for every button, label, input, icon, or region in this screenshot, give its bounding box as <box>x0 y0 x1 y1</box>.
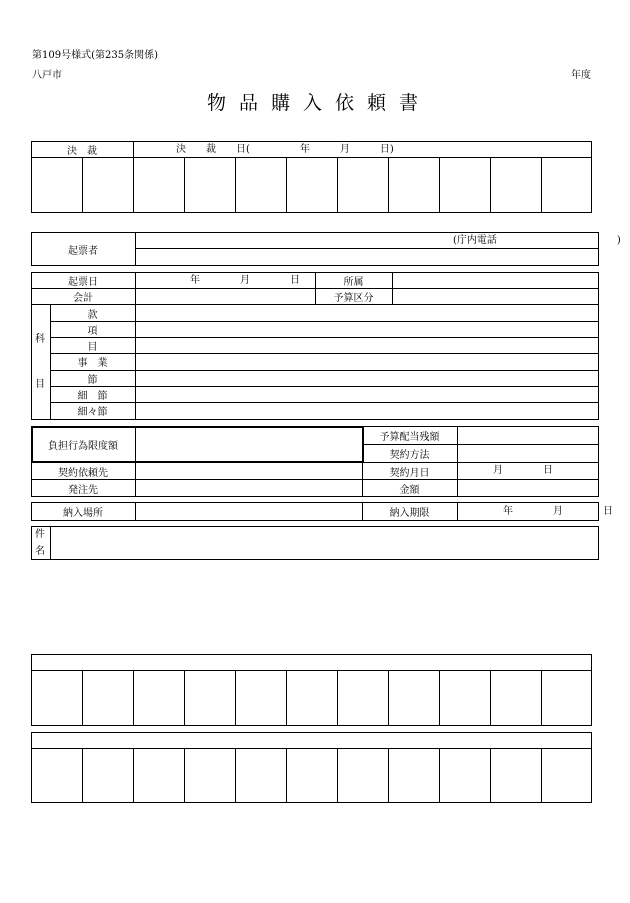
contract-request-label: 契約依頼先 <box>58 467 108 479</box>
amount-label: 金額 <box>399 484 420 496</box>
lower-grid-2 <box>31 732 592 803</box>
limit-amount-label: 負担行為限度額 <box>48 441 118 452</box>
budget-division-label: 予算区分 <box>333 293 374 304</box>
draft-date-label: 起票日 <box>68 277 98 288</box>
fiscal-year-label: 年度 <box>571 70 591 81</box>
budget-balance-label: 予算配当残額 <box>379 432 440 443</box>
phone-label: (庁内電話 ) <box>453 235 621 246</box>
subject-row-label: 事 業 <box>77 358 108 369</box>
subject-name-label-1: 件 <box>35 529 45 540</box>
subject-row-label: 項 <box>87 325 98 337</box>
subject-label-2: 目 <box>35 379 45 390</box>
subject-name-label-2: 名 <box>35 546 45 557</box>
subject-name-table <box>31 526 599 560</box>
delivery-deadline-label: 納入期限 <box>389 508 430 519</box>
accounting-label: 会計 <box>73 293 93 304</box>
page-title: 物品購入依頼書 <box>207 92 432 114</box>
contract-date-value: 月 日 <box>493 465 553 476</box>
subject-label-1: 科 <box>35 334 45 345</box>
form-number: 第109号様式(第235条関係) <box>32 50 158 61</box>
city-name: 八戸市 <box>32 70 62 81</box>
affiliation-label: 所属 <box>343 277 364 288</box>
subject-row-label: 節 <box>87 374 98 386</box>
lower-grid-1 <box>31 654 592 726</box>
draft-date-value: 年 月 日 <box>190 275 300 286</box>
order-to-label: 発注先 <box>68 484 98 496</box>
subject-row-label: 細々節 <box>77 407 108 418</box>
subject-row-label: 目 <box>87 341 98 353</box>
subject-row-label: 細 節 <box>77 390 108 402</box>
delivery-deadline-value: 年 月 日 <box>503 506 613 517</box>
delivery-place-label: 納入場所 <box>63 508 103 519</box>
subject-row-label: 款 <box>87 309 98 321</box>
decision-label: 決 裁 <box>67 146 97 157</box>
contract-method-label: 契約方法 <box>389 450 430 461</box>
contract-date-label: 契約月日 <box>389 467 430 479</box>
drafter-label: 起票者 <box>68 245 98 257</box>
decision-date-label: 決 裁 日( 年 月 日) <box>176 144 394 155</box>
